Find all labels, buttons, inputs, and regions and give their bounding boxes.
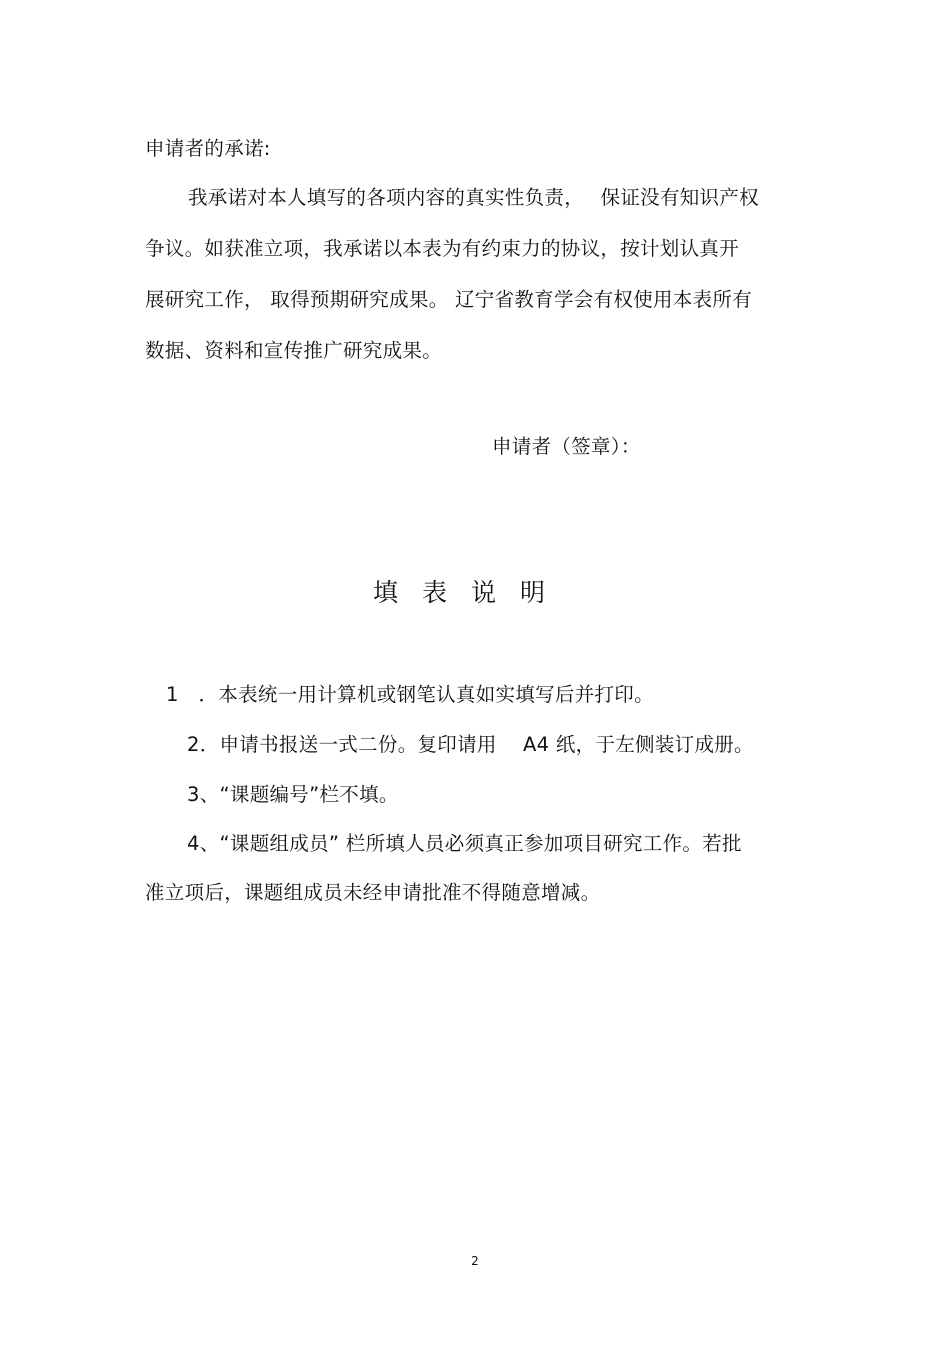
signature-label: 申请者（签章）：: [492, 435, 641, 458]
instruction-item-2: 2．申请书报送一式二份。复印请用 A4 纸，于左侧装订成册。: [187, 733, 754, 756]
page-number: 2: [471, 1254, 479, 1268]
commitment-line-3: 展研究工作， 取得预期研究成果。 辽宁省教育学会有权使用本表所有: [145, 288, 752, 311]
instructions-title: 填表说明: [373, 578, 570, 607]
instruction-item-4: 4、“课题组成员” 栏所填人员必须真正参加项目研究工作。若批: [187, 832, 742, 855]
instruction-item-3: 3、“课题编号”栏不填。: [187, 783, 399, 806]
instruction-item-4-continued: 准立项后，课题组成员未经申请批准不得随意增减。: [145, 881, 601, 904]
commitment-line-4: 数据、资料和宣传推广研究成果。: [145, 339, 443, 362]
commitment-line-2: 争议。如获准立项，我承诺以本表为有约束力的协议，按计划认真开: [145, 237, 740, 260]
commitment-line-1: 我承诺对本人填写的各项内容的真实性负责， 保证没有知识产权: [188, 186, 759, 209]
commitment-heading: 申请者的承诺:: [145, 137, 271, 160]
instruction-item-1: 1 ．本表统一用计算机或钢笔认真如实填写后并打印。: [166, 683, 654, 706]
